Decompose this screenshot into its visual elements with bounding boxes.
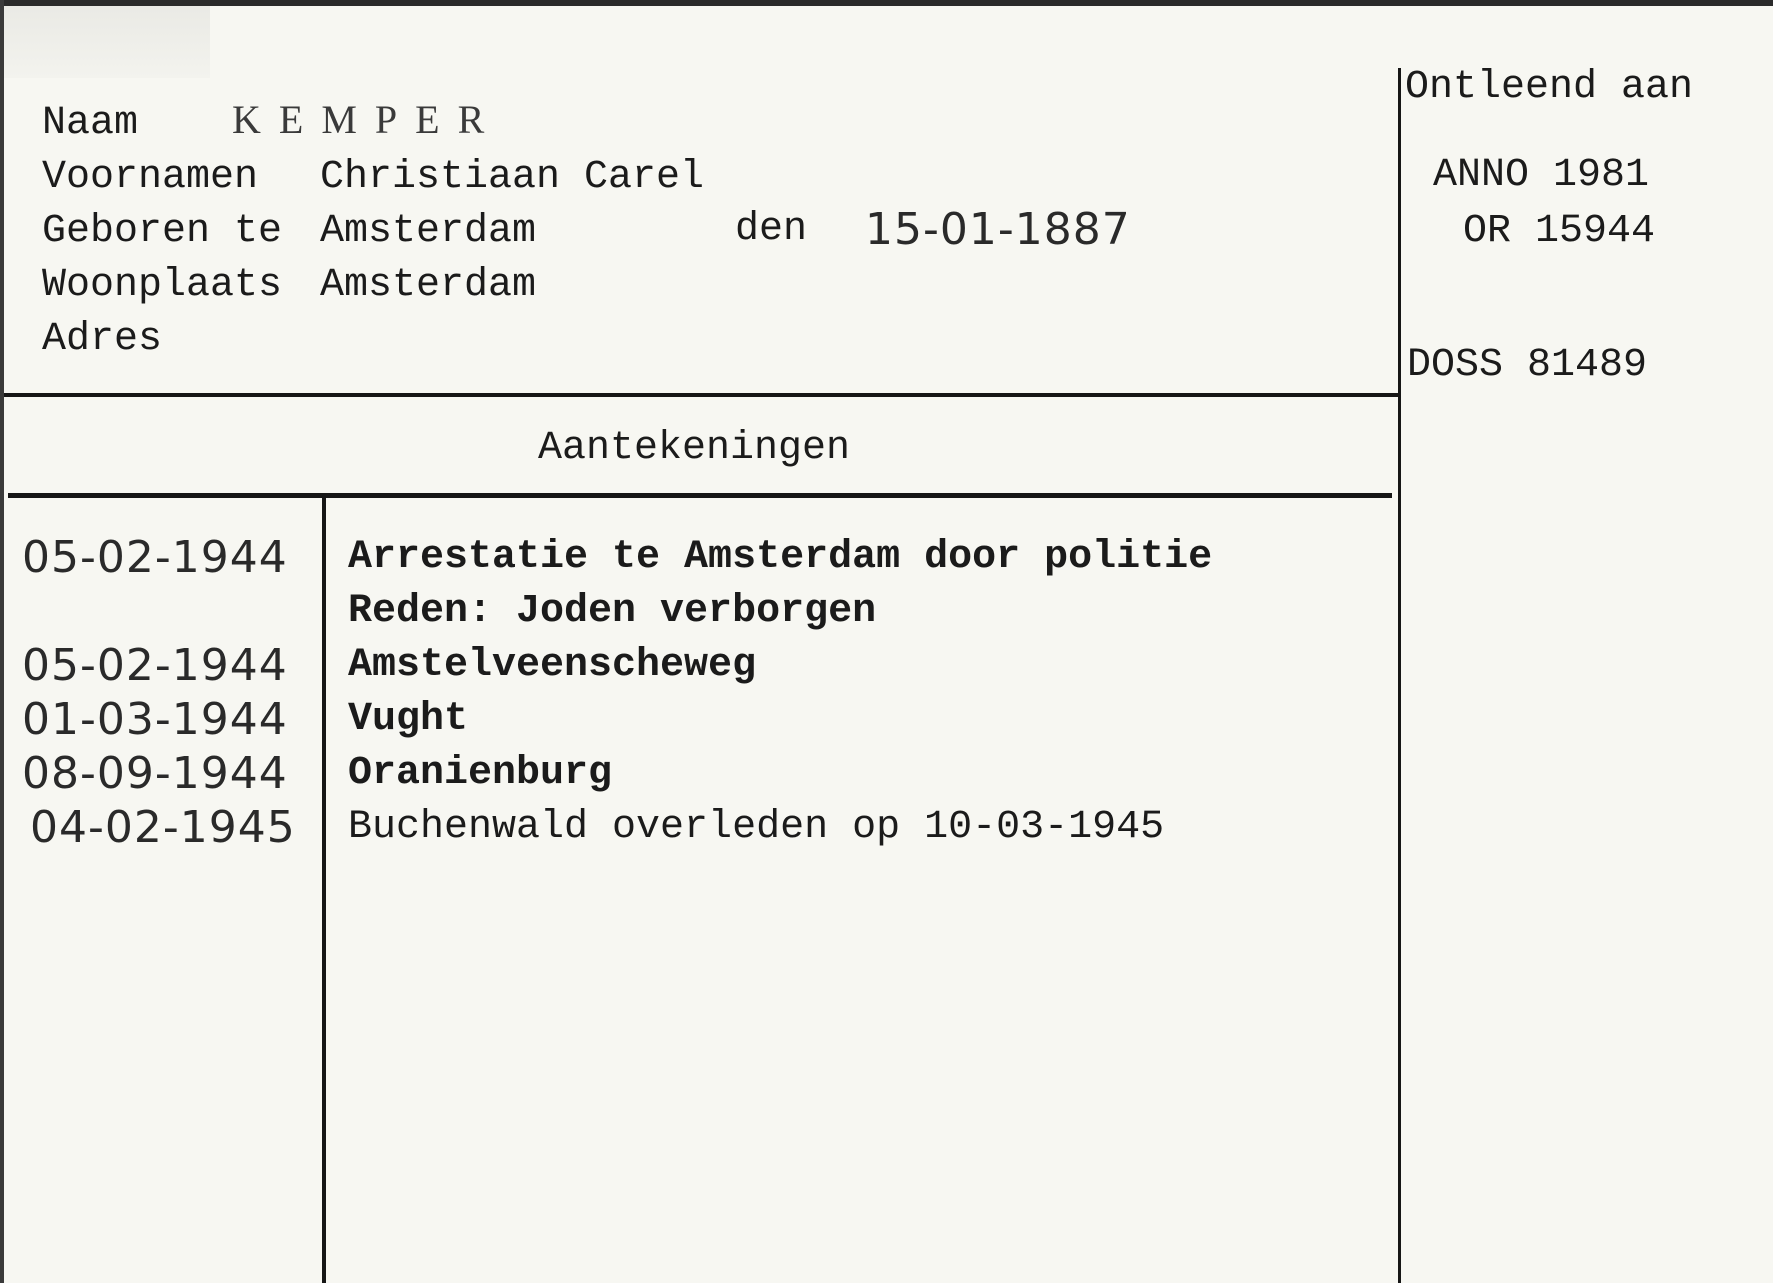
geboren-label: Geboren te	[42, 209, 283, 254]
tape-residue	[0, 0, 210, 78]
header-rule	[4, 393, 1400, 397]
source-anno: ANNO 1981	[1433, 153, 1650, 198]
note-date: 08-09-1944	[22, 748, 288, 799]
note-text: Arrestatie te Amsterdam door politie	[348, 535, 1213, 580]
den-label: den	[735, 207, 808, 252]
note-row	[0, 750, 1396, 804]
note-text: Buchenwald overleden op 10-03-1945	[348, 805, 1165, 850]
woonplaats-value: Amsterdam	[320, 263, 537, 308]
naam-label: Naam	[42, 101, 139, 146]
note-row	[0, 534, 1396, 588]
note-date: 05-02-1944	[22, 640, 288, 691]
vertical-divider-source	[1398, 68, 1401, 1283]
source-label: Ontleend aan	[1405, 65, 1694, 110]
note-row	[0, 642, 1396, 696]
birth-date: 15-01-1887	[865, 204, 1131, 255]
note-text: Oranienburg	[348, 751, 613, 796]
voornamen-label: Voornamen	[42, 155, 259, 200]
geboren-value: Amsterdam	[320, 209, 537, 254]
note-text: Reden: Joden verborgen	[348, 589, 877, 634]
card-top-edge	[0, 0, 1773, 6]
note-text: Amstelveenscheweg	[348, 643, 757, 688]
adres-label: Adres	[42, 317, 163, 362]
note-text: Vught	[348, 697, 469, 742]
notes-heading: Aantekeningen	[538, 426, 851, 471]
note-row	[0, 588, 1396, 642]
naam-value: KEMPER	[232, 97, 503, 142]
notes-heading-rule	[8, 493, 1392, 498]
source-doss: DOSS 81489	[1407, 343, 1648, 388]
source-or: OR 15944	[1463, 209, 1656, 254]
note-date: 05-02-1944	[22, 532, 288, 583]
woonplaats-label: Woonplaats	[42, 263, 283, 308]
voornamen-value: Christiaan Carel	[320, 155, 705, 200]
note-row	[0, 804, 1396, 858]
note-date: 01-03-1944	[22, 694, 288, 745]
note-row	[0, 696, 1396, 750]
note-date: 04-02-1945	[30, 802, 296, 853]
